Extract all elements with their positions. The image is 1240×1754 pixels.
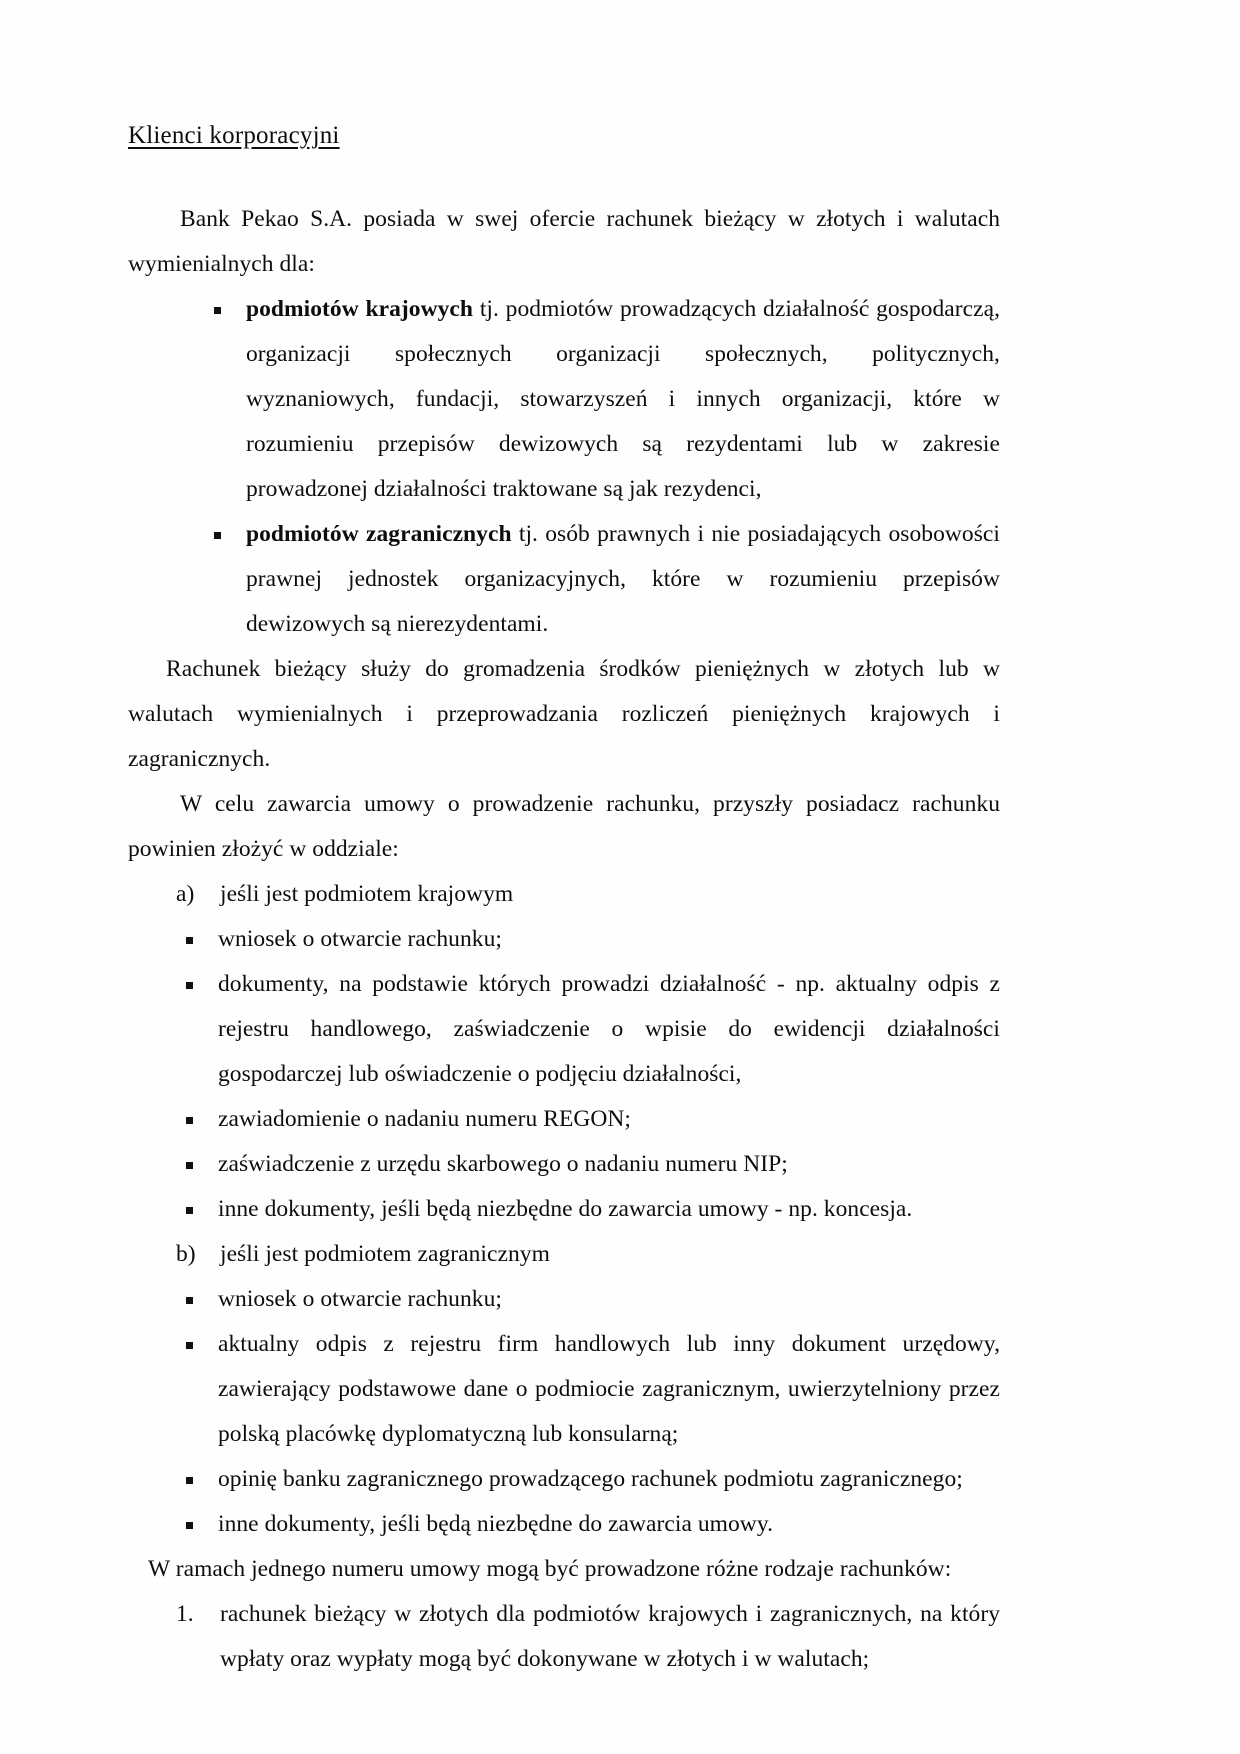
document-body [128,120,1000,1682]
entity-type-desc-zagraniczne: tj. osób prawnych i nie posiadających osobowości prawnej jednostek organizacyjnych, które w rozumieniu przepisów dewizowych są nierezydentami. [246,521,1000,638]
list-item [212,512,1000,647]
section-b-heading [176,1232,1000,1277]
list-item: wniosek o otwarcie rachunku; [184,917,1000,962]
purpose-paragraph: Rachunek bieżący służy do gromadzenia środków pieniężnych w złotych lub w walutach wymienialnych i przeprowadzania rozliczeń pieniężnych krajowych i zagranicznych. [128,656,1000,773]
list-item [212,287,1000,512]
entity-types-list [128,287,1000,647]
account-type-item [176,1592,1000,1682]
list-item: aktualny odpis z rejestru firm handlowych lub inny dokument urzędowy, zawierający podstawowe dane o podmiocie zagranicznym, uwierzytelniony przez polską placówkę dyplomatyczną lub konsularną; [184,1322,1000,1457]
section-b-documents [128,1277,1000,1547]
entity-type-label-zagraniczne: podmiotów zagranicznych [246,521,512,548]
list-item: inne dokumenty, jeśli będą niezbędne do zawarcia umowy - np. koncesja. [184,1187,1000,1232]
section-a-label: jeśli jest podmiotem krajowym [220,881,514,908]
section-a-marker: a) [176,881,195,908]
account-type-text: rachunek bieżący w złotych dla podmiotów krajowych i zagranicznych, na który wpłaty oraz wypłaty mogą być dokonywane w złotych i w walutach; [220,1601,1000,1673]
list-item: opinię banku zagranicznego prowadzącego rachunek podmiotu zagranicznego; [184,1457,1000,1502]
list-item: zawiadomienie o nadaniu numeru REGON; [184,1097,1000,1142]
section-b-marker: b) [176,1241,196,1268]
accounts-intro-paragraph: W ramach jednego numeru umowy mogą być prowadzone różne rodzaje rachunków: [148,1556,952,1583]
list-item: wniosek o otwarcie rachunku; [184,1277,1000,1322]
section-a-documents [128,917,1000,1232]
list-item: zaświadczenie z urzędu skarbowego o nadaniu numeru NIP; [184,1142,1000,1187]
section-a-heading [176,872,1000,917]
section-b-label: jeśli jest podmiotem zagranicznym [220,1241,550,1268]
list-item: dokumenty, na podstawie których prowadzi działalność - np. aktualny odpis z rejestru handlowego, zaświadczenie o wpisie do ewidencji działalności gospodarczej lub oświadczenie o podjęciu działalności, [184,962,1000,1097]
list-item: inne dokumenty, jeśli będą niezbędne do zawarcia umowy. [184,1502,1000,1547]
entity-type-label-krajowe: podmiotów krajowych [246,296,474,323]
page-title: Klienci korporacyjni [128,122,340,149]
account-type-marker: 1. [176,1601,194,1628]
intro-paragraph: Bank Pekao S.A. posiada w swej ofercie rachunek bieżący w złotych i walutach wymienialnych dla: [128,206,1000,278]
entity-type-desc-krajowe: tj. podmiotów prowadzących działalność gospodarczą, organizacji społecznych organizacji społecznych, politycznych, wyznaniowych, fundacji, stowarzyszeń i innych organizacji, które w rozumieniu przepisów dewizowych są rezydentami lub w zakresie prowadzonej działalności traktowane są jak rezydenci, [246,296,1001,503]
agreement-paragraph: W celu zawarcia umowy o prowadzenie rachunku, przyszły posiadacz rachunku powinien złożyć w oddziale: [128,791,1000,863]
